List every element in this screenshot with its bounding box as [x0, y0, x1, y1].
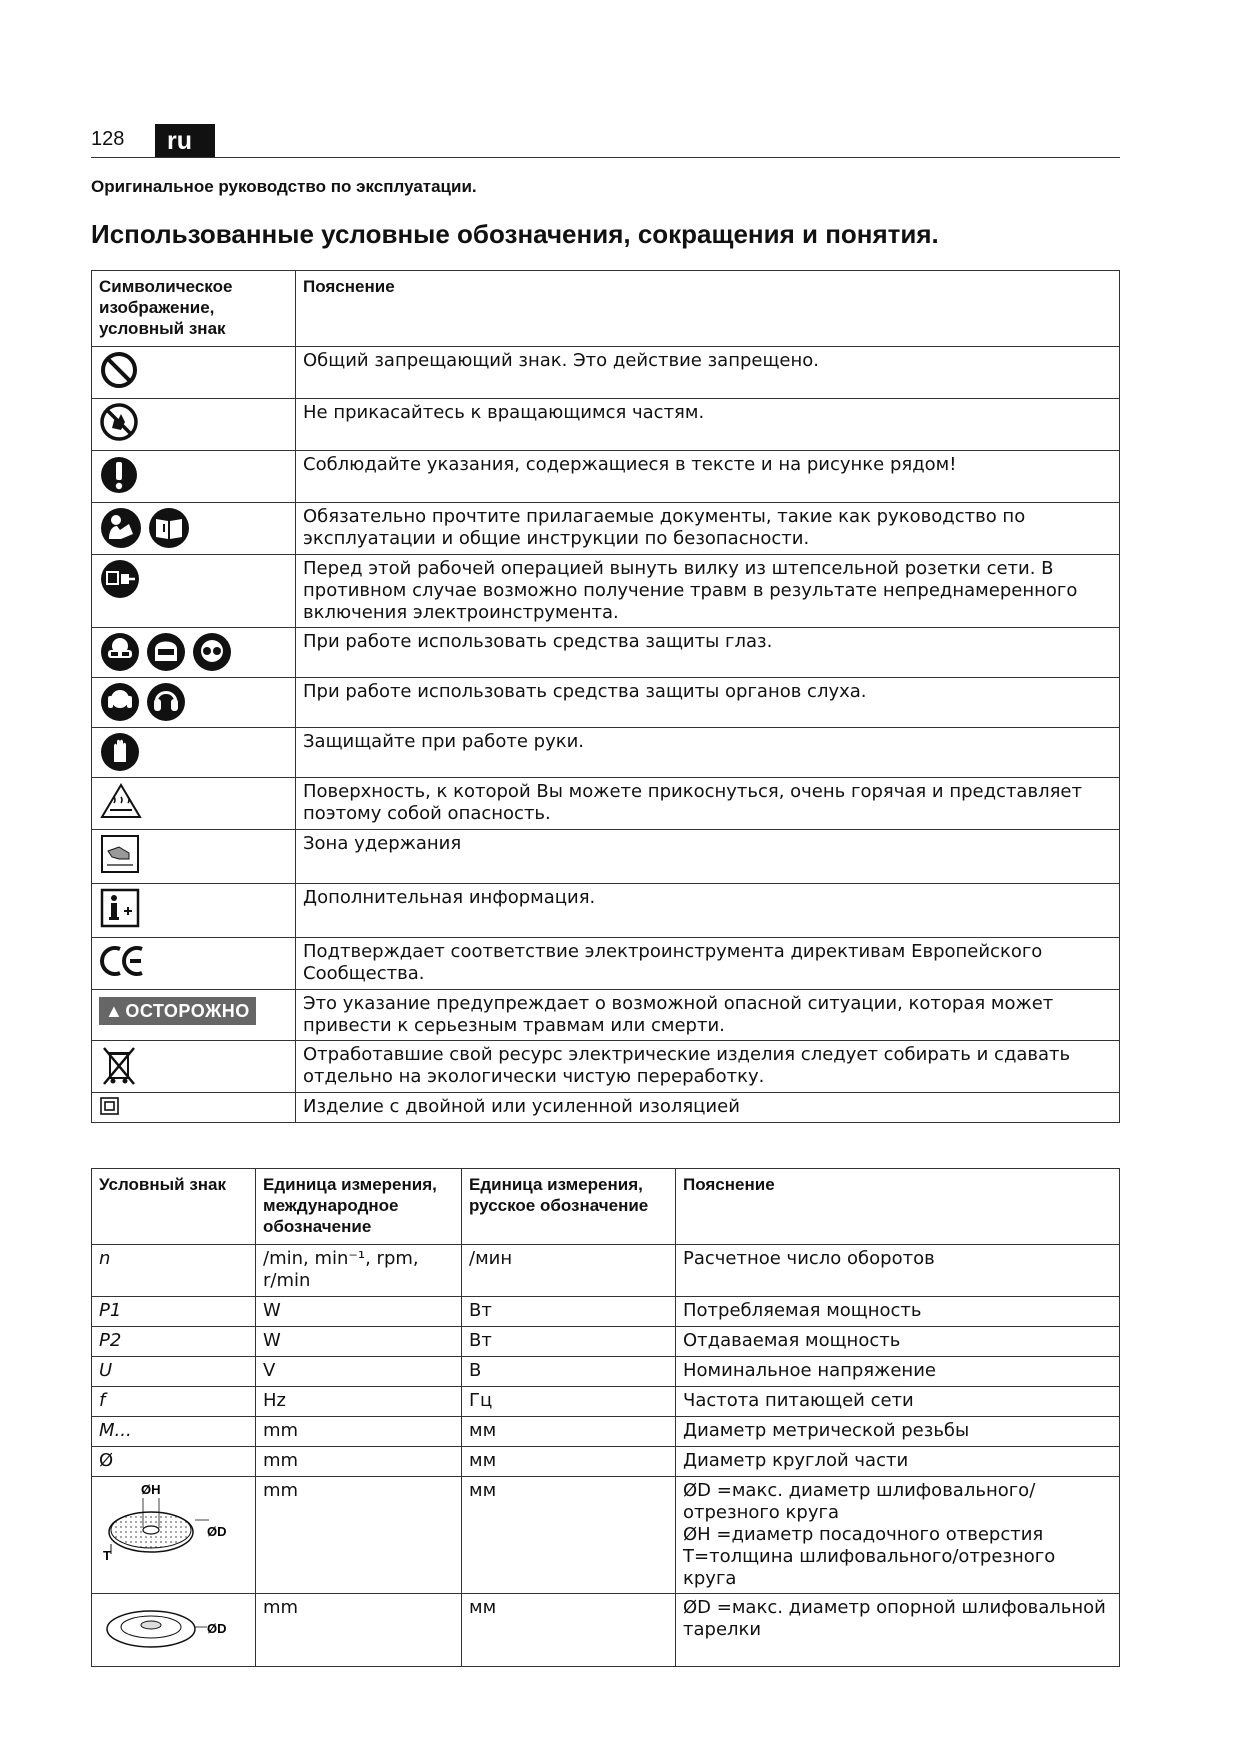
weee-bin-icon	[99, 1044, 139, 1088]
table-row	[92, 778, 1120, 830]
unit-desc: Диаметр круглой части	[676, 1447, 1120, 1477]
header-rule	[91, 157, 1120, 158]
unit-ru: мм	[462, 1594, 676, 1667]
unit-ru: Вт	[462, 1297, 676, 1327]
info-icon	[99, 887, 141, 929]
unit-desc: Диаметр метрической резьбы	[676, 1417, 1120, 1447]
row-text: При работе использовать средства защиты органов слуха.	[296, 678, 1120, 728]
row-text: Дополнительная информация.	[296, 884, 1120, 938]
unit-desc: Расчетное число оборотов	[676, 1245, 1120, 1297]
table-row	[92, 1594, 1120, 1667]
table-row	[92, 678, 1120, 728]
table-row	[92, 728, 1120, 778]
header-intl-unit: Единица измерения, международное обозначение	[256, 1169, 462, 1245]
desc-line: ØD =макс. диаметр опорной шлифовальной тарелки	[683, 1597, 1106, 1640]
table-row	[92, 347, 1120, 399]
ce-mark-icon	[99, 941, 147, 981]
unit-intl: V	[256, 1357, 462, 1387]
table-row	[92, 1093, 1120, 1123]
goggles-icon	[99, 631, 141, 673]
warning-triangle-icon: ▲	[105, 1001, 124, 1021]
unit-desc: Потребляемая мощность	[676, 1297, 1120, 1327]
table-row	[92, 1297, 1120, 1327]
unit-intl: mm	[256, 1594, 462, 1667]
unit-ru: Гц	[462, 1387, 676, 1417]
unit-symbol: f	[92, 1387, 256, 1417]
symbols-table	[91, 270, 1120, 1123]
unit-intl: mm	[256, 1417, 462, 1447]
ear-protection-icon	[99, 681, 141, 723]
unit-desc: Номинальное напряжение	[676, 1357, 1120, 1387]
unit-ru: В	[462, 1357, 676, 1387]
row-text: Общий запрещающий знак. Это действие запрещено.	[296, 347, 1120, 399]
table-row	[92, 399, 1120, 451]
row-text: Изделие с двойной или усиленной изоляцией	[296, 1093, 1120, 1123]
table-row	[92, 1387, 1120, 1417]
table-row	[92, 1327, 1120, 1357]
table-row	[92, 990, 1120, 1041]
header-explanation: Пояснение	[676, 1169, 1120, 1245]
backing-pad-figure	[92, 1594, 256, 1667]
figure-label-h: ØH	[141, 1482, 161, 1497]
book-icon	[147, 506, 191, 550]
unit-symbol: n	[92, 1245, 256, 1297]
grip-zone-icon	[99, 833, 141, 875]
table-row	[92, 451, 1120, 503]
desc-line: ØH =диаметр посадочного отверстия	[683, 1524, 1044, 1545]
unit-symbol: M...	[92, 1417, 256, 1447]
unit-ru: мм	[462, 1447, 676, 1477]
row-text: Зона удержания	[296, 830, 1120, 884]
row-text: Отработавшие свой ресурс электрические изделия следует собирать и сдавать отдельно на экологически чистую переработку.	[296, 1041, 1120, 1093]
unit-intl: mm	[256, 1447, 462, 1477]
grinding-disc-figure	[92, 1477, 256, 1594]
header-symbol: Символическое изображение, условный знак	[92, 271, 296, 347]
row-text: Поверхность, к которой Вы можете прикоснуться, очень горячая и представляет поэтому собой опасность.	[296, 778, 1120, 830]
unit-symbol: Ø	[92, 1447, 256, 1477]
safety-glasses-icon	[191, 631, 233, 673]
gloves-icon	[99, 731, 141, 773]
unit-intl: W	[256, 1327, 462, 1357]
unit-ru: /мин	[462, 1245, 676, 1297]
desc-line: ØD =макс. диаметр шлифовального/отрезного круга	[683, 1480, 1036, 1523]
double-insulation-icon	[99, 1096, 121, 1116]
warning-banner	[99, 997, 256, 1025]
unit-ru: мм	[462, 1417, 676, 1447]
row-text: Защищайте при работе руки.	[296, 728, 1120, 778]
unit-intl: mm	[256, 1477, 462, 1594]
table-row	[92, 884, 1120, 938]
unit-ru: Вт	[462, 1327, 676, 1357]
earmuff-icon	[145, 681, 187, 723]
row-text: Перед этой рабочей операцией вынуть вилку из штепсельной розетки сети. В противном случае возможно получение травм в результате непреднамеренного включения электроинструмента.	[296, 555, 1120, 628]
row-text: Не прикасайтесь к вращающимся частям.	[296, 399, 1120, 451]
no-touch-rotating-parts-icon	[99, 402, 139, 442]
prohibition-sign-icon	[99, 350, 139, 390]
header-explanation: Пояснение	[296, 271, 1120, 347]
figure-label-t: T	[103, 1548, 111, 1563]
figure-label-d: ØD	[207, 1524, 227, 1539]
unit-desc: Отдаваемая мощность	[676, 1327, 1120, 1357]
unplug-icon	[99, 558, 141, 600]
row-text: При работе использовать средства защиты глаз.	[296, 628, 1120, 678]
units-table	[91, 1168, 1120, 1667]
exclamation-sign-icon	[99, 454, 139, 496]
table-row	[92, 1245, 1120, 1297]
row-text: Подтверждает соответствие электроинструмента директивам Европейского Сообщества.	[296, 938, 1120, 990]
table-row	[92, 628, 1120, 678]
unit-symbol: P2	[92, 1327, 256, 1357]
table-row	[92, 1477, 1120, 1594]
row-text: Это указание предупреждает о возможной опасной ситуации, которая может привести к серьезным травмам или смерти.	[296, 990, 1120, 1041]
table-header-row	[92, 271, 1120, 347]
unit-symbol: P1	[92, 1297, 256, 1327]
table-row	[92, 830, 1120, 884]
unit-intl: /min, min⁻¹, rpm, r/min	[256, 1245, 462, 1297]
table-row	[92, 503, 1120, 555]
row-text: Обязательно прочтите прилагаемые документы, такие как руководство по эксплуатации и общие инструкции по безопасности.	[296, 503, 1120, 555]
table-row	[92, 1447, 1120, 1477]
face-shield-icon	[145, 631, 187, 673]
language-tag: ru	[155, 124, 215, 158]
unit-intl: Hz	[256, 1387, 462, 1417]
figure-label-d: ØD	[207, 1621, 227, 1636]
header-symbol: Условный знак	[92, 1169, 256, 1245]
unit-desc	[676, 1477, 1120, 1594]
unit-intl: W	[256, 1297, 462, 1327]
table-row	[92, 1417, 1120, 1447]
desc-line: T=толщина шлифовального/отрезного круга	[683, 1546, 1056, 1589]
read-manual-icon	[99, 506, 143, 550]
unit-ru: мм	[462, 1477, 676, 1594]
table-row	[92, 1357, 1120, 1387]
table-header-row	[92, 1169, 1120, 1245]
row-text: Соблюдайте указания, содержащиеся в тексте и на рисунке рядом!	[296, 451, 1120, 503]
document-subtitle: Оригинальное руководство по эксплуатации.	[91, 177, 477, 196]
unit-symbol: U	[92, 1357, 256, 1387]
warning-banner-label: ОСТОРОЖНО	[125, 1001, 250, 1021]
page-title: Использованные условные обозначения, сокращения и понятия.	[91, 219, 939, 249]
table-row	[92, 1041, 1120, 1093]
page-number: 128	[91, 128, 125, 150]
table-row	[92, 938, 1120, 990]
table-row	[92, 555, 1120, 628]
header-ru-unit: Единица измерения, русское обозначение	[462, 1169, 676, 1245]
hot-surface-icon	[99, 781, 143, 821]
unit-desc	[676, 1594, 1120, 1667]
unit-desc: Частота питающей сети	[676, 1387, 1120, 1417]
